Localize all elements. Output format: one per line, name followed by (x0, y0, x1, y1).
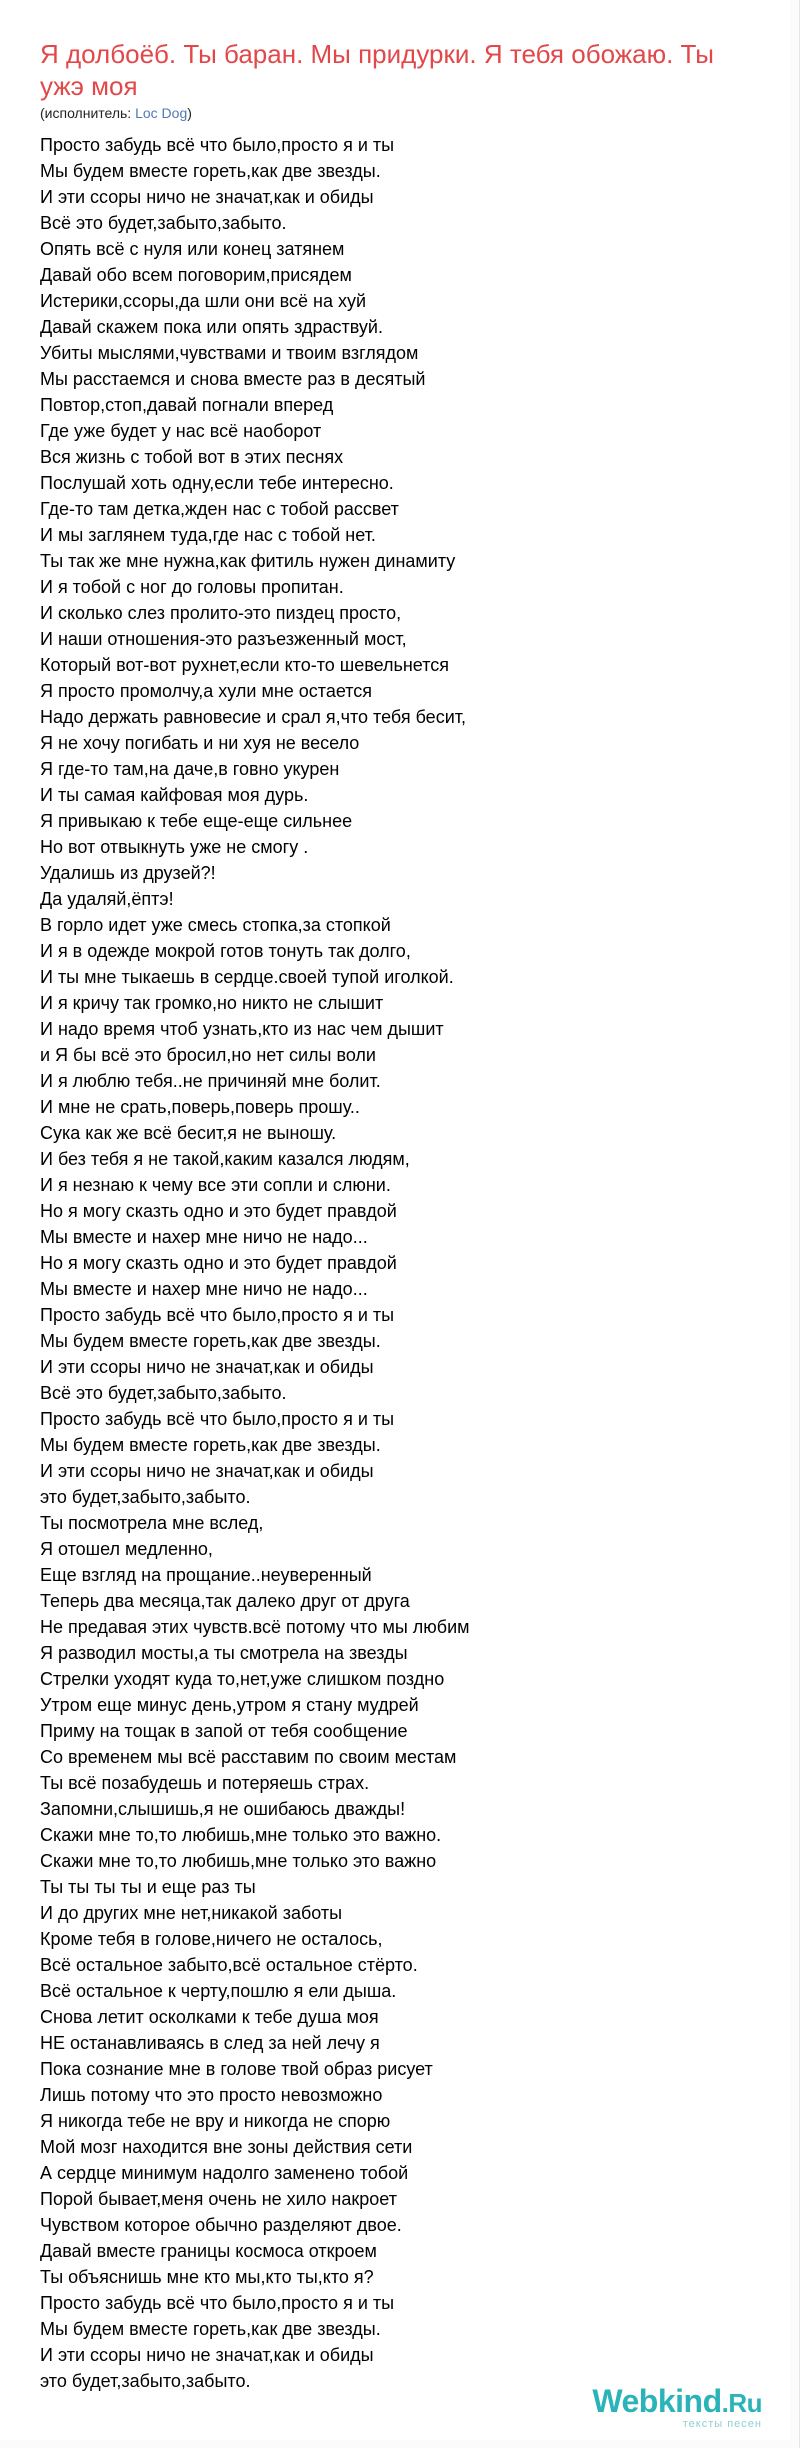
lyric-line: Утром еще минус день,утром я стану мудрей (40, 1695, 419, 1715)
lyric-line: Лишь потому что это просто невозможно (40, 2085, 383, 2105)
lyric-line: В горло идет уже смесь стопка,за стопкой (40, 915, 391, 935)
song-title: Я долбоёб. Ты баран. Мы придурки. Я тебя обожаю. Ты ужэ моя (40, 39, 714, 101)
lyric-line: Мы будем вместе гореть,как две звезды. (40, 1435, 381, 1455)
lyric-line: Сука как же всё бесит,я не выношу. (40, 1123, 337, 1143)
lyric-line: это будет,забыто,забыто. (40, 2371, 251, 2391)
lyric-line: Мы будем вместе гореть,как две звезды. (40, 161, 381, 181)
logo-brand (592, 2384, 762, 2420)
lyric-line: Мы расстаемся и снова вместе раз в десятый (40, 369, 426, 389)
lyric-line: Просто забудь всё что было,просто я и ты (40, 135, 395, 155)
lyric-line: Надо держать равновесие и срал я,что тебя бесит, (40, 707, 466, 727)
lyric-line: Не предавая этих чувств.всё потому что мы любим (40, 1617, 470, 1637)
lyric-line: Который вот-вот рухнет,если кто-то шевельнется (40, 655, 449, 675)
lyric-line: Снова летит осколками к тебе душа моя (40, 2007, 379, 2027)
performer-prefix: (исполнитель: (40, 105, 136, 121)
lyric-line: Ты объяснишь мне кто мы,кто ты,кто я? (40, 2267, 374, 2287)
lyric-line: Где уже будет у нас всё наоборот (40, 421, 322, 441)
lyric-line: Мой мозг находится вне зоны действия сети (40, 2137, 413, 2157)
lyric-line: Скажи мне то,то любишь,мне только это важно. (40, 1825, 442, 1845)
lyric-line: Послушай хоть одну,если тебе интересно. (40, 473, 394, 493)
lyric-line: Удалишь из друзей?! (40, 863, 216, 883)
lyric-line: И эти ссоры ничо не значат,как и обиды (40, 1461, 374, 1481)
lyric-line: И мы заглянем туда,где нас с тобой нет. (40, 525, 376, 545)
lyric-line: Просто забудь всё что было,просто я и ты (40, 2293, 395, 2313)
lyric-line: Еще взгляд на прощание..неуверенный (40, 1565, 372, 1585)
lyric-line: Порой бывает,меня очень не хило накроет (40, 2189, 397, 2209)
webkind-logo[interactable] (592, 2384, 762, 2430)
lyric-line: Мы будем вместе гореть,как две звезды. (40, 1331, 381, 1351)
lyric-line: Скажи мне то,то любишь,мне только это важно (40, 1851, 437, 1871)
lyric-line: Всё остальное забыто,всё остальное стёрто. (40, 1955, 418, 1975)
lyric-line: Ты ты ты ты и еще раз ты (40, 1877, 256, 1897)
lyric-line: И сколько слез пролито-это пиздец просто, (40, 603, 402, 623)
lyric-line: Я привыкаю к тебе еще-еще сильнее (40, 811, 353, 831)
lyric-line: И ты самая кайфовая моя дурь. (40, 785, 309, 805)
lyric-line: Но вот отвыкнуть уже не смогу . (40, 837, 309, 857)
lyric-line: Я никогда тебе не вру и никогда не спорю (40, 2111, 391, 2131)
lyric-line: И эти ссоры ничо не значат,как и обиды (40, 1357, 374, 1377)
lyric-line: Чувством которое обычно разделяют двое. (40, 2215, 402, 2235)
lyric-line: Но я могу сказть одно и это будет правдой (40, 1253, 397, 1273)
lyric-line: И я тобой с ног до головы пропитан. (40, 577, 344, 597)
lyric-line: И наши отношения-это разъезженный мост, (40, 629, 407, 649)
lyric-line: Кроме тебя в голове,ничего не осталось, (40, 1929, 383, 1949)
lyric-line: Давай скажем пока или опять здраствуй. (40, 317, 383, 337)
performer-suffix: ) (187, 105, 192, 121)
lyric-line: Ты всё позабудешь и потеряешь страх. (40, 1773, 370, 1793)
lyric-line: Истерики,ссоры,да шли они всё на хуй (40, 291, 367, 311)
lyric-line: И мне не срать,поверь,поверь прошу.. (40, 1097, 360, 1117)
lyric-line: Запомни,слышишь,я не ошибаюсь дважды! (40, 1799, 406, 1819)
lyric-line: Просто забудь всё что было,просто я и ты (40, 1409, 395, 1429)
lyric-line: Опять всё с нуля или конец затянем (40, 239, 345, 259)
performer-line (40, 104, 192, 122)
lyric-line: А сердце минимум надолго заменено тобой (40, 2163, 409, 2183)
lyric-line: И ты мне тыкаешь в сердце.своей тупой иголкой. (40, 967, 454, 987)
lyric-line: Где-то там детка,жден нас с тобой рассвет (40, 499, 399, 519)
lyric-line: Просто забудь всё что было,просто я и ты (40, 1305, 395, 1325)
lyric-line: Я просто промолчу,а хули мне остается (40, 681, 373, 701)
lyric-line: И эти ссоры ничо не значат,как и обиды (40, 2345, 374, 2365)
lyric-line: И я в одежде мокрой готов тонуть так долго, (40, 941, 411, 961)
lyric-line: Я разводил мосты,а ты смотрела на звезды (40, 1643, 408, 1663)
logo-tagline: тексты песен (682, 2418, 762, 2430)
lyric-line: И эти ссоры ничо не значат,как и обиды (40, 187, 374, 207)
lyric-line: Убиты мыслями,чувствами и твоим взглядом (40, 343, 419, 363)
lyrics-text (40, 132, 760, 2394)
lyric-line: Теперь два месяца,так далеко друг от друга (40, 1591, 410, 1611)
lyric-line: И я незнаю к чему все эти сопли и слюни. (40, 1175, 391, 1195)
lyric-line: и Я бы всё это бросил,но нет силы воли (40, 1045, 376, 1065)
lyric-line: Вся жизнь с тобой вот в этих песнях (40, 447, 344, 467)
lyric-line: И без тебя я не такой,каким казался людям, (40, 1149, 410, 1169)
lyric-line: Приму на тощак в запой от тебя сообщение (40, 1721, 408, 1741)
lyric-line: Ты посмотрела мне вслед, (40, 1513, 264, 1533)
lyric-line: Давай вместе границы космоса откроем (40, 2241, 377, 2261)
lyric-line: И я кричу так громко,но никто не слышит (40, 993, 384, 1013)
lyric-line: Стрелки уходят куда то,нет,уже слишком поздно (40, 1669, 445, 1689)
lyric-line: Я не хочу погибать и ни хуя не весело (40, 733, 360, 753)
lyric-line: Давай обо всем поговорим,присядем (40, 265, 352, 285)
lyric-line: Ты так же мне нужна,как фитиль нужен динамиту (40, 551, 456, 571)
lyric-line: Пока сознание мне в голове твой образ рисует (40, 2059, 433, 2079)
artist-link[interactable]: Loc Dog (135, 105, 188, 121)
lyric-line: Всё это будет,забыто,забыто. (40, 1383, 287, 1403)
lyric-line: Мы вместе и нахер мне ничо не надо... (40, 1279, 368, 1299)
lyric-line: Повтор,стоп,давай погнали вперед (40, 395, 334, 415)
lyric-line: И я люблю тебя..не причиняй мне болит. (40, 1071, 381, 1091)
lyric-line: Но я могу сказть одно и это будет правдой (40, 1201, 397, 1221)
lyric-line: Всё это будет,забыто,забыто. (40, 213, 287, 233)
lyric-line: Всё остальное к черту,пошлю я ели дыша. (40, 1981, 397, 2001)
lyric-line: это будет,забыто,забыто. (40, 1487, 251, 1507)
lyric-line: НЕ останавливаясь в след за ней лечу я (40, 2033, 380, 2053)
logo-brand-name: Webkind (592, 2383, 722, 2419)
lyric-line: Мы вместе и нахер мне ничо не надо... (40, 1227, 368, 1247)
lyric-line: И до других мне нет,никакой заботы (40, 1903, 343, 1923)
lyric-line: Мы будем вместе гореть,как две звезды. (40, 2319, 381, 2339)
logo-brand-tld: .Ru (721, 2388, 762, 2418)
lyric-line: Я где-то там,на даче,в говно укурен (40, 759, 340, 779)
lyric-line: И надо время чтоб узнать,кто из нас чем дышит (40, 1019, 444, 1039)
lyric-line: Я отошел медленно, (40, 1539, 213, 1559)
lyric-line: Да удаляй,ёптэ! (40, 889, 174, 909)
lyric-line: Со временем мы всё расставим по своим местам (40, 1747, 457, 1767)
